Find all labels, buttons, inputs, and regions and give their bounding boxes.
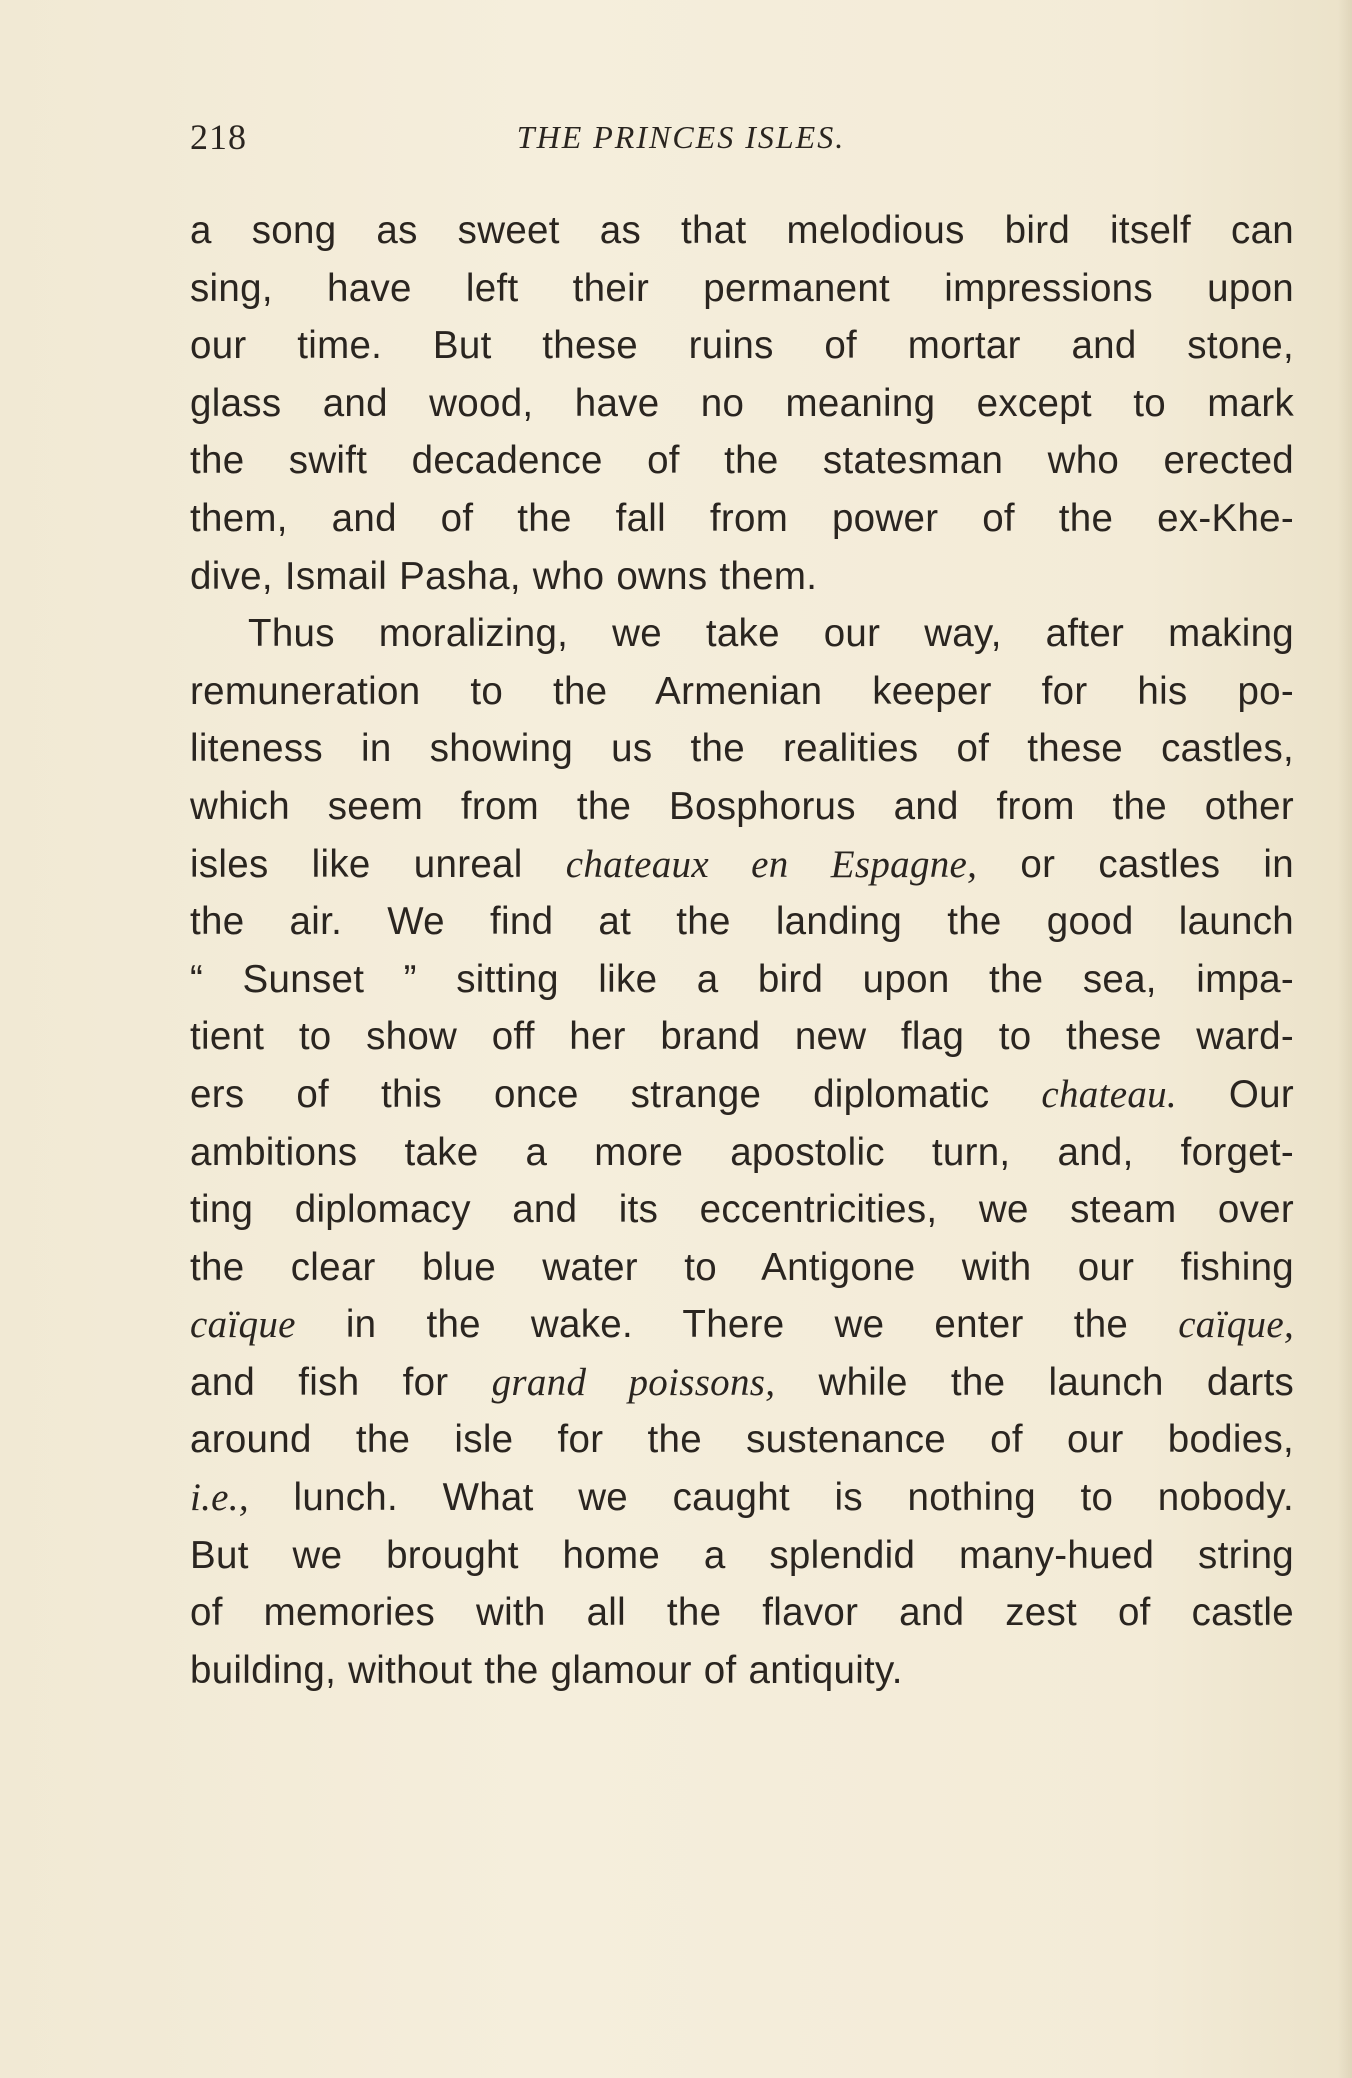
italic-phrase: caïque	[190, 1303, 296, 1347]
text-line-8	[190, 605, 1294, 663]
text-run: Thus moralizing, we take our way, after making	[248, 612, 1294, 656]
text-line-23	[190, 1469, 1294, 1527]
text-run: building, without the glamour of antiquity.	[190, 1648, 903, 1692]
text-line-19	[190, 1239, 1294, 1297]
text-run: or castles in	[977, 842, 1294, 886]
text-line-26	[190, 1642, 1294, 1700]
text-run: remuneration to the Armenian keeper for his po-	[190, 669, 1294, 713]
text-line-11	[190, 778, 1294, 836]
text-run: of memories with all the flavor and zest of castle	[190, 1591, 1294, 1635]
italic-phrase: caïque,	[1178, 1303, 1294, 1347]
text-line-18	[190, 1181, 1294, 1239]
text-run: ambitions take a more apostolic turn, and, forget-	[190, 1130, 1294, 1174]
text-run: glass and wood, have no meaning except to mark	[190, 381, 1294, 425]
text-line-3	[190, 317, 1294, 375]
text-line-7	[190, 548, 1294, 606]
text-run: the clear blue water to Antigone with our fishing	[190, 1245, 1294, 1289]
text-run: a song as sweet as that melodious bird itself can	[190, 209, 1294, 252]
text-run: around the isle for the sustenance of our bodies,	[190, 1418, 1294, 1462]
text-line-4	[190, 375, 1294, 433]
text-run: our time. But these ruins of mortar and stone,	[190, 324, 1294, 368]
text-run: in the wake. There we enter the	[295, 1303, 1179, 1347]
text-line-12	[190, 836, 1294, 894]
text-run: which seem from the Bosphorus and from the other	[190, 784, 1294, 828]
text-line-24	[190, 1527, 1294, 1585]
text-run: liteness in showing us the realities of these castles,	[190, 727, 1294, 771]
text-run: Our	[1176, 1072, 1294, 1116]
text-run: and fish for	[190, 1360, 492, 1404]
italic-phrase: i.e.,	[190, 1476, 249, 1520]
page-edge-shadow	[1338, 0, 1352, 2078]
text-run: “ Sunset ” sitting like a bird upon the sea, impa-	[190, 957, 1294, 1001]
page-header	[190, 112, 1292, 162]
body-text	[190, 202, 1294, 1699]
text-line-20	[190, 1296, 1294, 1354]
italic-phrase: chateaux en Espagne,	[565, 842, 978, 886]
text-line-22	[190, 1411, 1294, 1469]
text-line-17	[190, 1124, 1294, 1182]
text-run: ers of this once strange diplomatic	[190, 1072, 1042, 1116]
text-line-21	[190, 1354, 1294, 1412]
running-head: THE PRINCES ISLES.	[516, 119, 846, 155]
text-line-10	[190, 720, 1294, 778]
text-run: lunch. What we caught is nothing to nobody.	[248, 1476, 1294, 1520]
italic-phrase: chateau.	[1041, 1072, 1177, 1116]
text-line-25	[190, 1584, 1294, 1642]
text-line-15	[190, 1008, 1294, 1066]
text-line-2	[190, 260, 1294, 318]
text-line-6	[190, 490, 1294, 548]
text-line-1	[190, 202, 1294, 260]
text-run: dive, Ismail Pasha, who owns them.	[190, 554, 818, 598]
text-run: the swift decadence of the statesman who erected	[190, 439, 1294, 483]
text-run: tient to show off her brand new flag to these ward-	[190, 1015, 1294, 1059]
text-run: the air. We find at the landing the good launch	[190, 900, 1294, 944]
text-line-5	[190, 432, 1294, 490]
text-run: isles like unreal	[190, 842, 566, 886]
text-run: ting diplomacy and its eccentricities, we steam over	[190, 1188, 1294, 1232]
italic-phrase: grand poissons,	[491, 1360, 776, 1404]
text-run: them, and of the fall from power of the ex-Khe-	[190, 496, 1294, 540]
text-line-9	[190, 663, 1294, 721]
text-line-16	[190, 1066, 1294, 1124]
page-number: 218	[190, 117, 247, 157]
text-line-14	[190, 951, 1294, 1009]
text-run: But we brought home a splendid many-hued string	[190, 1533, 1294, 1577]
text-run: while the launch darts	[775, 1360, 1294, 1404]
text-line-13	[190, 893, 1294, 951]
text-run: sing, have left their permanent impressions upon	[190, 266, 1294, 310]
